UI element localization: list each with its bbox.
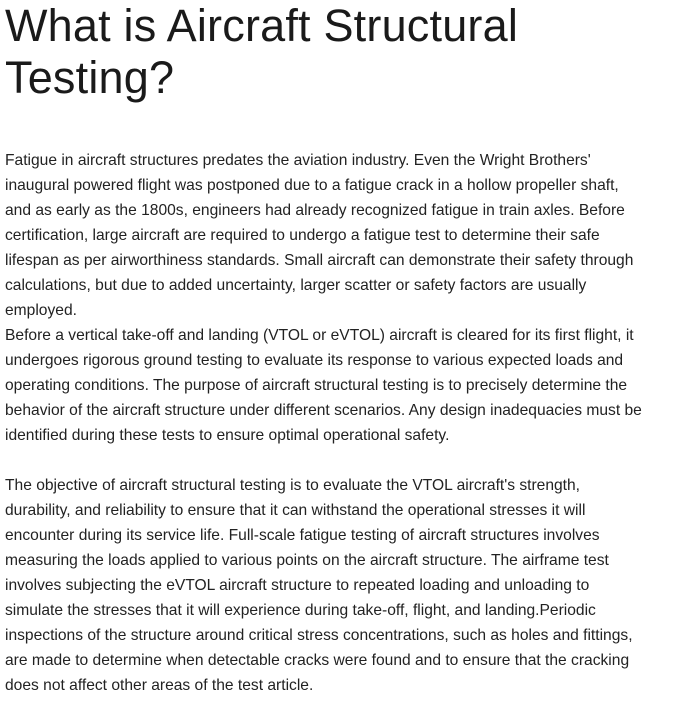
paragraph-ground-testing: [5, 323, 682, 448]
text-line: and as early as the 1800s, engineers had already recognized fatigue in train axles. Before: [5, 202, 625, 219]
text-line: employed.: [5, 302, 77, 319]
text-line: undergoes rigorous ground testing to evaluate its response to various expected loads and: [5, 352, 624, 369]
text-line: operating conditions. The purpose of aircraft structural testing is to precisely determine the: [5, 377, 628, 394]
text-line: behavior of the aircraft structure under different scenarios. Any design inadequacies must be: [5, 402, 642, 419]
text-line: measuring the loads applied to various points on the aircraft structure. The airframe test: [5, 552, 609, 569]
text-line: inaugural powered flight was postponed due to a fatigue crack in a hollow propeller shaft,: [5, 177, 619, 194]
text-line: inspections of the structure around critical stress concentrations, such as holes and fittings,: [5, 627, 633, 644]
text-line: durability, and reliability to ensure that it can withstand the operational stresses it will: [5, 502, 586, 519]
text-line: Before a vertical take-off and landing (VTOL or eVTOL) aircraft is cleared for its first flight, it: [5, 327, 634, 344]
text-line: lifespan as per airworthiness standards. Small aircraft can demonstrate their safety through: [5, 252, 634, 269]
text-line: identified during these tests to ensure optimal operational safety.: [5, 427, 450, 444]
text-line: does not affect other areas of the test article.: [5, 677, 314, 694]
text-line: certification, large aircraft are required to undergo a fatigue test to determine their safe: [5, 227, 600, 244]
text-line: simulate the stresses that it will experience during take-off, flight, and landing.Periodic: [5, 602, 596, 619]
text-line: involves subjecting the eVTOL aircraft structure to repeated loading and unloading to: [5, 577, 590, 594]
article: [5, 0, 682, 698]
page-title: What is Aircraft Structural Testing?: [5, 0, 519, 103]
text-line: encounter during its service life. Full-scale fatigue testing of aircraft structures involves: [5, 527, 600, 544]
text-line: are made to determine when detectable cracks were found and to ensure that the cracking: [5, 652, 630, 669]
paragraph-testing-objective: [5, 473, 682, 698]
text-line: Fatigue in aircraft structures predates the aviation industry. Even the Wright Brothers': [5, 152, 591, 169]
text-line: calculations, but due to added uncertainty, larger scatter or safety factors are usually: [5, 277, 587, 294]
text-line: The objective of aircraft structural testing is to evaluate the VTOL aircraft's strength,: [5, 477, 581, 494]
paragraph-fatigue-history: [5, 148, 682, 323]
